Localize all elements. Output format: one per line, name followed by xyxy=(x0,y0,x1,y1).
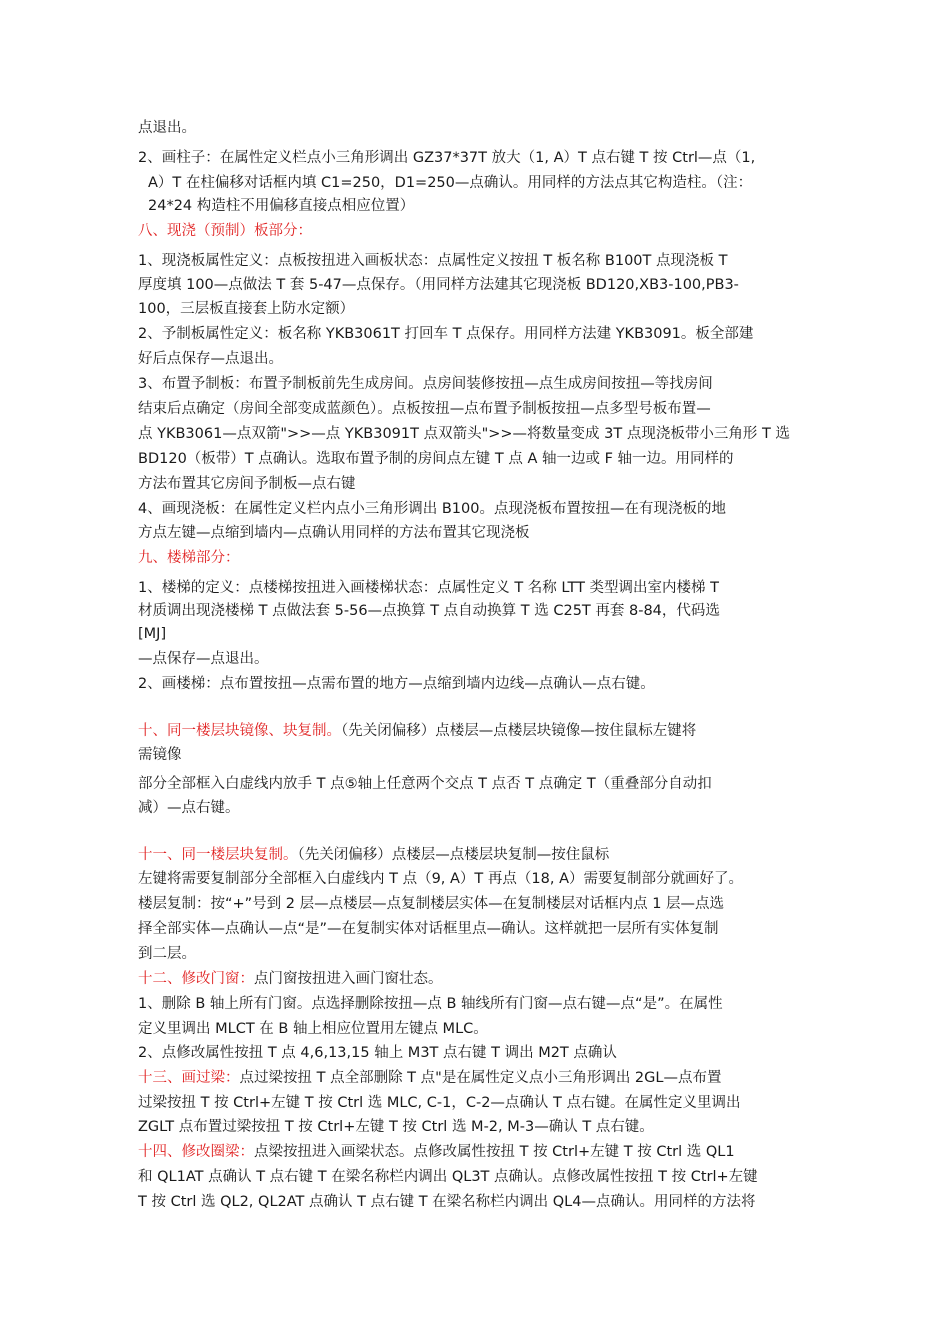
section-heading: 十四、修改圈梁： xyxy=(138,1144,254,1160)
text-line: 材质调出现浇楼梯 T 点做法套 5-56—点换算 T 点自动换算 T 选 C25T 再套 8-84，代码选 xyxy=(138,603,720,619)
text-line: 和 QL1AT 点确认 T 点右键 T 在梁名称栏内调出 QL3T 点确认。点修改属性按扭 T 按 Ctrl+左键 xyxy=(138,1169,758,1185)
text-line: 2、画柱子：在属性定义栏点小三角形调出 GZ37*37T 放大（1, A）T 点右键 T 按 Ctrl—点（1, xyxy=(138,150,756,166)
text-line: 结束后点确定（房间全部变成蓝颜色）。点板按扭—点布置予制板按扭—点多型号板布置— xyxy=(138,401,711,417)
text-line: 3、布置予制板：布置予制板前先生成房间。点房间装修按扭—点生成房间按扭—等找房间 xyxy=(138,376,713,392)
section-line-rest: 点门窗按扭进入画门窗壮态。 xyxy=(254,971,443,987)
text-line: 100，三层板直接套上防水定额） xyxy=(138,301,355,317)
text-line: 减）—点右键。 xyxy=(138,800,240,816)
section-line xyxy=(138,1142,735,1162)
section-heading: 九、楼梯部分： xyxy=(138,550,240,566)
text-line: 点 YKB3061—点双箭">>—点 YKB3091T 点双箭头">>—将数量变成 3T 点现浇板带小三角形 T 选 xyxy=(138,426,790,442)
text-line: BD120（板带）T 点确认。选取布置予制的房间点左键 T 点 A 轴一边或 F 轴一边。用同样的 xyxy=(138,451,734,467)
section-line xyxy=(138,969,443,989)
text-line: 1、现浇板属性定义：点板按扭进入画板状态：点属性定义按扭 T 板名称 B100T 点现浇板 T xyxy=(138,253,728,269)
text-line: 2、予制板属性定义：板名称 YKB3061T 打回车 T 点保存。用同样方法建 YKB3091。板全部建 xyxy=(138,326,754,342)
text-line: 2、点修改属性按扭 T 点 4,6,13,15 轴上 M3T 点右键 T 调出 M2T 点确认 xyxy=(138,1045,617,1061)
section-heading: 十二、修改门窗： xyxy=(138,971,254,987)
text-line: —点保存—点退出。 xyxy=(138,651,269,667)
text-line: 2、画楼梯：点布置按扭—点需布置的地方—点缩到墙内边线—点确认—点右键。 xyxy=(138,676,655,692)
section-heading: 十、同一楼层块镜像、块复制。 xyxy=(138,723,341,739)
text-line: [MJ] xyxy=(138,626,167,642)
text-line: 好后点保存—点退出。 xyxy=(138,351,283,367)
text-line: 方点左键—点缩到墙内—点确认用同样的方法布置其它现浇板 xyxy=(138,525,530,541)
text-line: 楼层复制：按“+”号到 2 层—点楼层—点复制楼层实体—在复制楼层对话框内点 1 层—点选 xyxy=(138,896,725,912)
text-line: 24*24 构造柱不用偏移直接点相应位置） xyxy=(148,198,415,214)
section-line xyxy=(138,845,609,865)
text-line: 到二层。 xyxy=(138,946,196,962)
section-line xyxy=(138,721,696,741)
text-line: 需镜像 xyxy=(138,747,182,763)
text-line: A）T 在柱偏移对话框内填 C1=250，D1=250—点确认。用同样的方法点其它构造柱。（注： xyxy=(148,175,753,191)
text-line: 定义里调出 MLCT 在 B 轴上相应位置用左键点 MLC。 xyxy=(138,1021,488,1037)
text-line: 点退出。 xyxy=(138,120,196,136)
section-heading: 十三、画过梁： xyxy=(138,1070,240,1086)
text-line: 部分全部框入白虚线内放手 T 点⑤轴上任意两个交点 T 点否 T 点确定 T（重叠部分自动扣 xyxy=(138,776,712,792)
section-line-rest: 点过梁按扭 T 点全部删除 T 点"是在属性定义点小三角形调出 2GL—点布置 xyxy=(239,1070,722,1086)
text-line: 4、画现浇板：在属性定义栏内点小三角形调出 B100。点现浇板布置按扭—在有现浇板的地 xyxy=(138,501,726,517)
section-line-rest: 点梁按扭进入画梁状态。点修改属性按扭 T 按 Ctrl+左键 T 按 Ctrl 选 QL1 xyxy=(254,1144,735,1160)
text-line: 左键将需要复制部分全部框入白虚线内 T 点（9, A）T 再点（18, A）需要复制部分就画好了。 xyxy=(138,871,743,887)
section-line-rest: （先关闭偏移）点楼层—点楼层块镜像—按住鼠标左键将 xyxy=(341,723,697,739)
section-heading: 八、现浇（预制）板部分： xyxy=(138,223,312,239)
text-line: 方法布置其它房间予制板—点右键 xyxy=(138,476,356,492)
text-line: ZGLT 点布置过梁按扭 T 按 Ctrl+左键 T 按 Ctrl 选 M-2, M-3—确认 T 点右键。 xyxy=(138,1119,654,1135)
text-line: 1、楼梯的定义：点楼梯按扭进入画楼梯状态：点属性定义 T 名称 LTT 类型调出室内楼梯 T xyxy=(138,580,720,596)
section-heading: 十一、同一楼层块复制。 xyxy=(138,847,298,863)
text-line: 择全部实体—点确认—点“是”—在复制实体对话框里点—确认。这样就把一层所有实体复制 xyxy=(138,921,719,937)
text-line: 过梁按扭 T 按 Ctrl+左键 T 按 Ctrl 选 MLC, C-1，C-2—点确认 T 点右键。在属性定义里调出 xyxy=(138,1095,741,1111)
text-line: 厚度填 100—点做法 T 套 5-47—点保存。（用同样方法建其它现浇板 BD120,XB3-100,PB3- xyxy=(138,277,739,293)
section-line-rest: （先关闭偏移）点楼层—点楼层块复制—按住鼠标 xyxy=(297,847,610,863)
text-line: T 按 Ctrl 选 QL2, QL2AT 点确认 T 点右键 T 在梁名称栏内调出 QL4—点确认。用同样的方法将 xyxy=(138,1194,756,1210)
text-line: 1、删除 B 轴上所有门窗。点选择删除按扭—点 B 轴线所有门窗—点右键—点“是”。在属性 xyxy=(138,996,723,1012)
section-line xyxy=(138,1068,721,1088)
